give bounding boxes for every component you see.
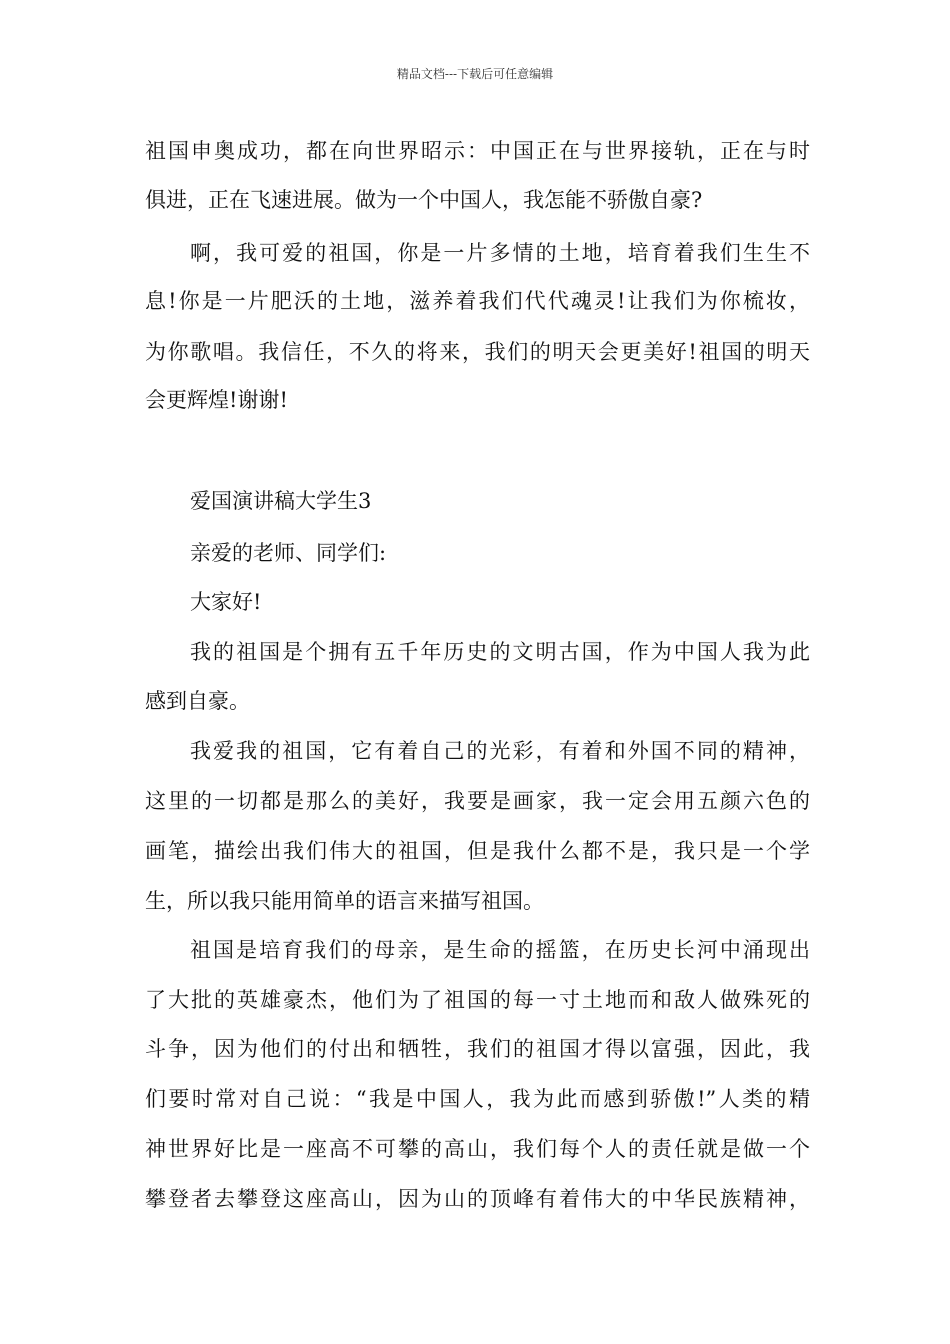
text-line: 会更辉煌!谢谢! [145, 388, 288, 412]
text-line: 祖国申奥成功，都在向世界昭示：中国正在与世界接轨，正在与时 [145, 139, 810, 163]
text-line: 攀登者去攀登这座高山，因为山的顶峰有着伟大的中华民族精神， [145, 1187, 810, 1211]
text-line: 这里的一切都是那么的美好，我要是画家，我一定会用五颜六色的 [145, 789, 810, 813]
greeting: 大家好! [190, 590, 262, 614]
text-line: 祖国是培育我们的母亲，是生命的摇篮，在历史长河中涌现出 [190, 938, 810, 962]
text-line: 息!你是一片肥沃的土地，滋养着我们代代魂灵!让我们为你梳妆， [145, 289, 810, 313]
text-line: 们要时常对自己说：“我是中国人，我为此而感到骄傲!”人类的精 [145, 1087, 810, 1111]
salutation: 亲爱的老师、同学们: [190, 541, 387, 565]
text-line: 我的祖国是个拥有五千年历史的文明古国，作为中国人我为此 [190, 640, 810, 664]
text-line: 我爱我的祖国，它有着自己的光彩，有着和外国不同的精神， [190, 739, 810, 763]
text-line: 俱进，正在飞速进展。做为一个中国人，我怎能不骄傲自豪? [145, 188, 703, 212]
text-line: 生，所以我只能用简单的语言来描写祖国。 [145, 889, 544, 913]
text-line: 了大批的英雄豪杰，他们为了祖国的每一寸土地而和敌人做殊死的 [145, 988, 810, 1012]
text-line: 斗争，因为他们的付出和牺牲，我们的祖国才得以富强，因此，我 [145, 1037, 810, 1061]
section-title: 爱国演讲稿大学生3 [190, 489, 372, 513]
text-line: 为你歌唱。我信任，不久的将来，我们的明天会更美好!祖国的明天 [145, 340, 810, 364]
text-line: 啊，我可爱的祖国，你是一片多情的土地，培育着我们生生不 [190, 241, 810, 265]
page-header: 精品文档---下载后可任意编辑 [396, 67, 554, 81]
text-line: 神世界好比是一座高不可攀的高山，我们每个人的责任就是做一个 [145, 1137, 810, 1161]
text-line: 画笔，描绘出我们伟大的祖国，但是我什么都不是，我只是一个学 [145, 839, 810, 863]
text-line: 感到自豪。 [145, 689, 250, 713]
